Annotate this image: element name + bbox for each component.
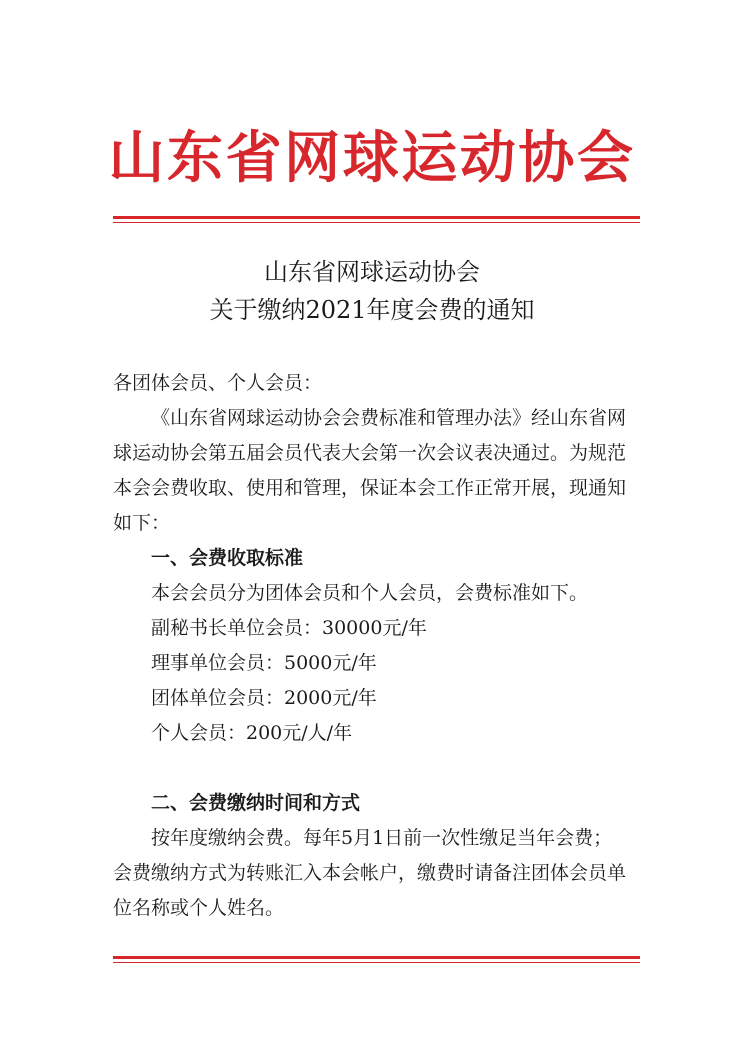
fee-group-member: 团体单位会员：2000元/年	[151, 687, 377, 709]
fee-vice-secretary-general: 副秘书长单位会员：30000元/年	[151, 617, 427, 639]
salutation: 各团体会员、个人会员：	[113, 372, 323, 394]
section2-line: 按年度缴纳会费。每年5月1日前一次性缴足当年会费；	[151, 827, 613, 849]
footer-rule-thin	[113, 962, 640, 963]
intro-paragraph-line: 球运动协会第五届会员代表大会第一次会议表决通过。为规范	[113, 442, 627, 464]
intro-paragraph-line: 《山东省网球运动协会会费标准和管理办法》经山东省网	[151, 407, 627, 429]
footer-rule-thick	[113, 956, 640, 959]
section2-line: 会费缴纳方式为转账汇入本会帐户，缴费时请备注团体会员单	[113, 862, 627, 884]
intro-paragraph-line: 如下：	[113, 512, 171, 534]
section1-line: 本会会员分为团体会员和个人会员，会费标准如下。	[151, 582, 589, 604]
letterhead-org-name: 山东省网球运动协会	[108, 125, 636, 191]
intro-paragraph-line: 本会会费收取、使用和管理，保证本会工作正常开展，现通知	[113, 477, 627, 499]
letterhead-rule-thick	[113, 216, 640, 219]
section2-heading: 二、会费缴纳时间和方式	[151, 792, 361, 814]
section1-heading: 一、会费收取标准	[151, 547, 304, 569]
letterhead-rule-thin	[113, 222, 640, 223]
fee-council-member: 理事单位会员：5000元/年	[151, 652, 377, 674]
document-title-line1: 山东省网球运动协会	[264, 258, 480, 286]
document-title-line2: 关于缴纳2021年度会费的通知	[209, 296, 535, 324]
section2-line: 位名称或个人姓名。	[113, 897, 285, 919]
fee-individual-member: 个人会员：200元/人/年	[151, 722, 353, 744]
